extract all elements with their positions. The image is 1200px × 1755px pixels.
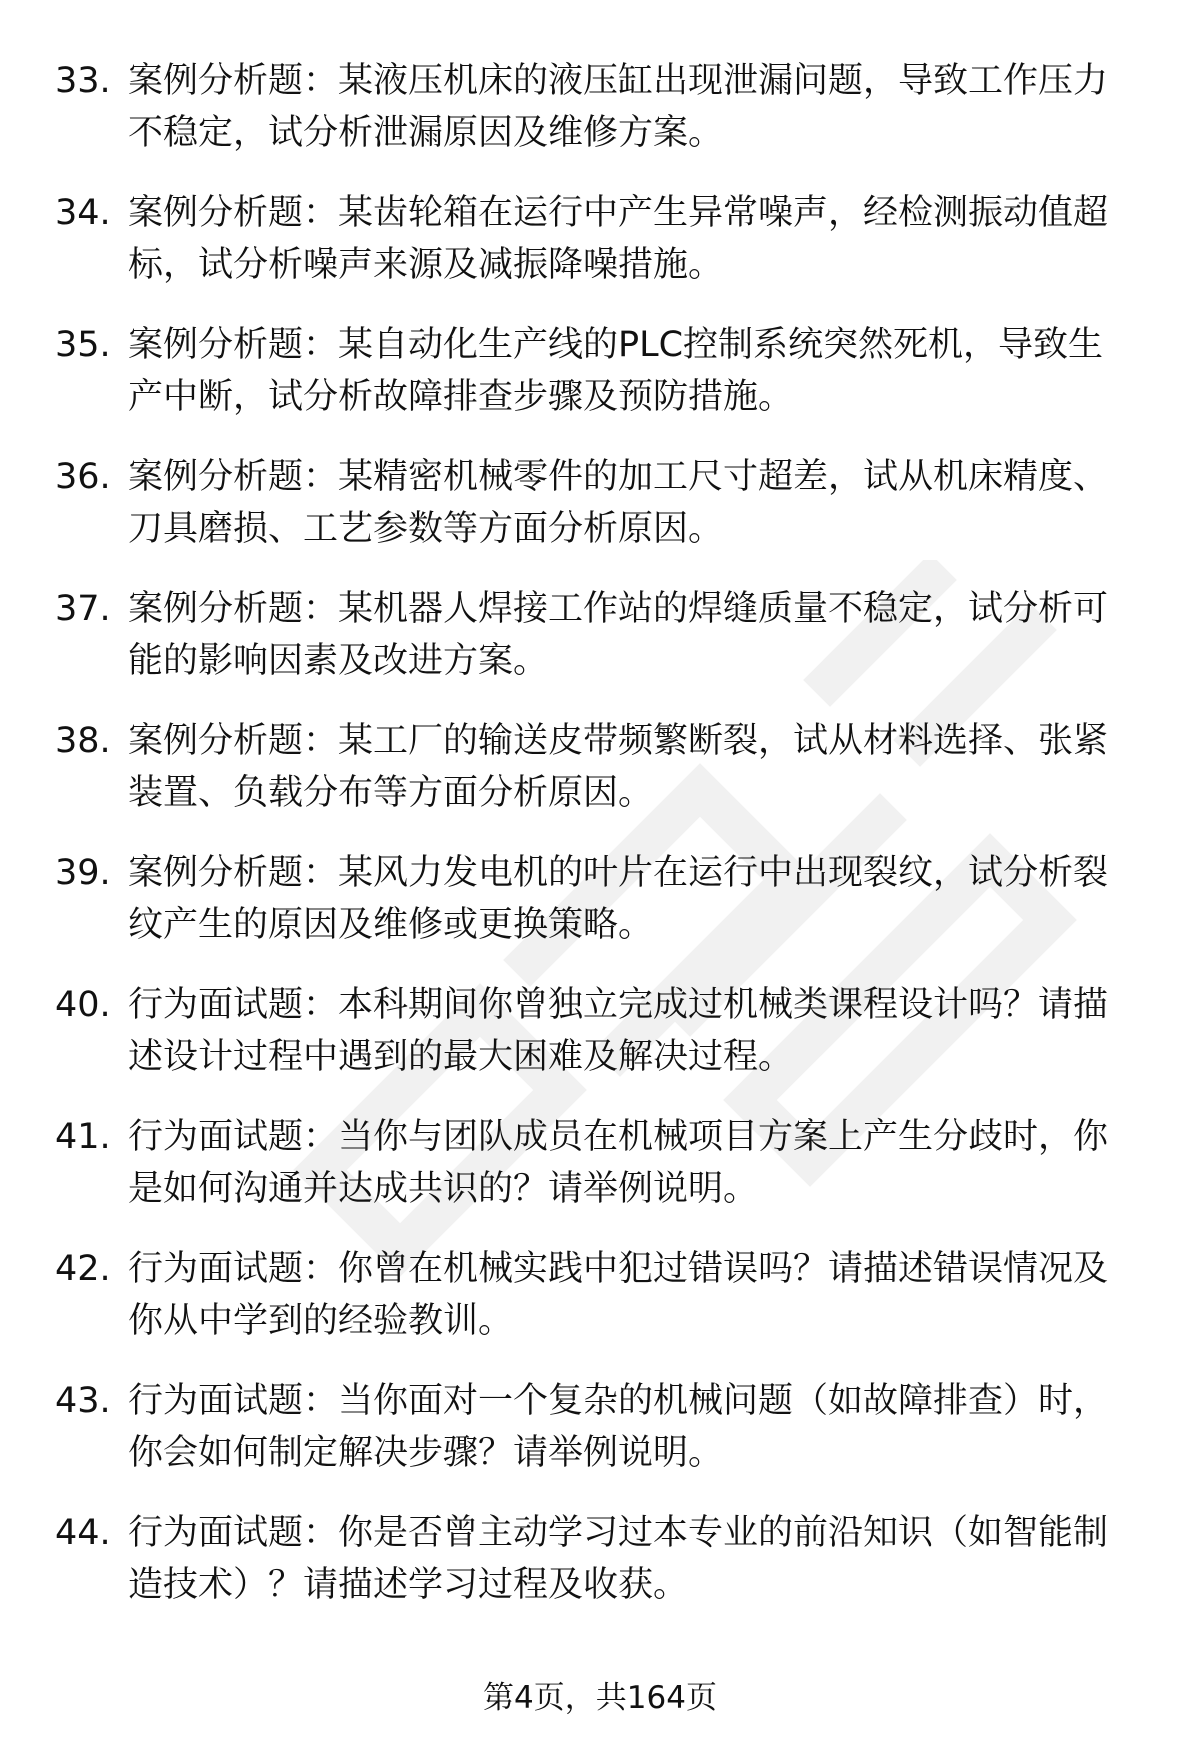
- question-line: 产中断，试分析故障排查步骤及预防措施。: [128, 377, 794, 417]
- question-line: 案例分析题：某齿轮箱在运行中产生异常噪声，经检测振动值超: [128, 193, 1109, 233]
- question-line: 能的影响因素及改进方案。: [128, 641, 549, 681]
- question-line: 你从中学到的经验教训。: [128, 1301, 514, 1341]
- question-text: [128, 715, 1140, 819]
- question-number: 33.: [55, 61, 111, 101]
- question-item: [0, 1111, 1200, 1243]
- question-text: [128, 979, 1140, 1083]
- question-number: 43.: [55, 1381, 111, 1421]
- question-number: 41.: [55, 1117, 111, 1157]
- question-number: 38.: [55, 721, 111, 761]
- question-number: 44.: [55, 1513, 111, 1553]
- question-number: 40.: [55, 985, 111, 1025]
- question-line: 不稳定，试分析泄漏原因及维修方案。: [128, 113, 724, 153]
- question-line: 案例分析题：某工厂的输送皮带频繁断裂，试从材料选择、张紧: [128, 721, 1109, 761]
- question-line: 是如何沟通并达成共识的？请举例说明。: [128, 1169, 759, 1209]
- question-text: [128, 847, 1140, 951]
- question-text: [128, 1507, 1140, 1611]
- question-item: [0, 979, 1200, 1111]
- question-line: 案例分析题：某机器人焊接工作站的焊缝质量不稳定，试分析可: [128, 589, 1109, 629]
- question-item: [0, 1375, 1200, 1507]
- question-line: 案例分析题：某液压机床的液压缸出现泄漏问题，导致工作压力: [128, 61, 1109, 101]
- question-line: 述设计过程中遇到的最大困难及解决过程。: [128, 1037, 794, 1077]
- question-text: [128, 1111, 1140, 1215]
- question-line: 标，试分析噪声来源及减振降噪措施。: [128, 245, 724, 285]
- question-line: 造技术）？请描述学习过程及收获。: [128, 1565, 689, 1605]
- question-item: [0, 1507, 1200, 1639]
- question-list: [0, 55, 1200, 1639]
- question-number: 39.: [55, 853, 111, 893]
- question-line: 行为面试题：当你与团队成员在机械项目方案上产生分歧时，你: [128, 1117, 1109, 1157]
- question-number: 34.: [55, 193, 111, 233]
- question-text: [128, 187, 1140, 291]
- question-text: [128, 1375, 1140, 1479]
- question-item: [0, 55, 1200, 187]
- question-text: [128, 1243, 1140, 1347]
- question-line: 行为面试题：本科期间你曾独立完成过机械类课程设计吗？请描: [128, 985, 1109, 1025]
- question-item: [0, 715, 1200, 847]
- question-number: 42.: [55, 1249, 111, 1289]
- question-text: [128, 451, 1140, 555]
- question-text: [128, 55, 1140, 159]
- question-line: 你会如何制定解决步骤？请举例说明。: [128, 1433, 724, 1473]
- question-line: 装置、负载分布等方面分析原因。: [128, 773, 654, 813]
- page-number-footer: 第4页，共164页: [483, 1680, 717, 1716]
- question-number: 36.: [55, 457, 111, 497]
- question-line: 案例分析题：某自动化生产线的PLC控制系统突然死机，导致生: [128, 325, 1104, 365]
- question-item: [0, 451, 1200, 583]
- question-number: 37.: [55, 589, 111, 629]
- question-item: [0, 319, 1200, 451]
- question-line: 行为面试题：你曾在机械实践中犯过错误吗？请描述错误情况及: [128, 1249, 1109, 1289]
- question-item: [0, 583, 1200, 715]
- question-line: 案例分析题：某精密机械零件的加工尺寸超差，试从机床精度、: [128, 457, 1109, 497]
- question-item: [0, 1243, 1200, 1375]
- question-line: 行为面试题：当你面对一个复杂的机械问题（如故障排查）时，: [128, 1381, 1109, 1421]
- question-line: 案例分析题：某风力发电机的叶片在运行中出现裂纹，试分析裂: [128, 853, 1109, 893]
- question-line: 纹产生的原因及维修或更换策略。: [128, 905, 654, 945]
- question-number: 35.: [55, 325, 111, 365]
- question-line: 行为面试题：你是否曾主动学习过本专业的前沿知识（如智能制: [128, 1513, 1109, 1553]
- question-line: 刀具磨损、工艺参数等方面分析原因。: [128, 509, 724, 549]
- question-text: [128, 319, 1140, 423]
- question-item: [0, 187, 1200, 319]
- question-item: [0, 847, 1200, 979]
- question-text: [128, 583, 1140, 687]
